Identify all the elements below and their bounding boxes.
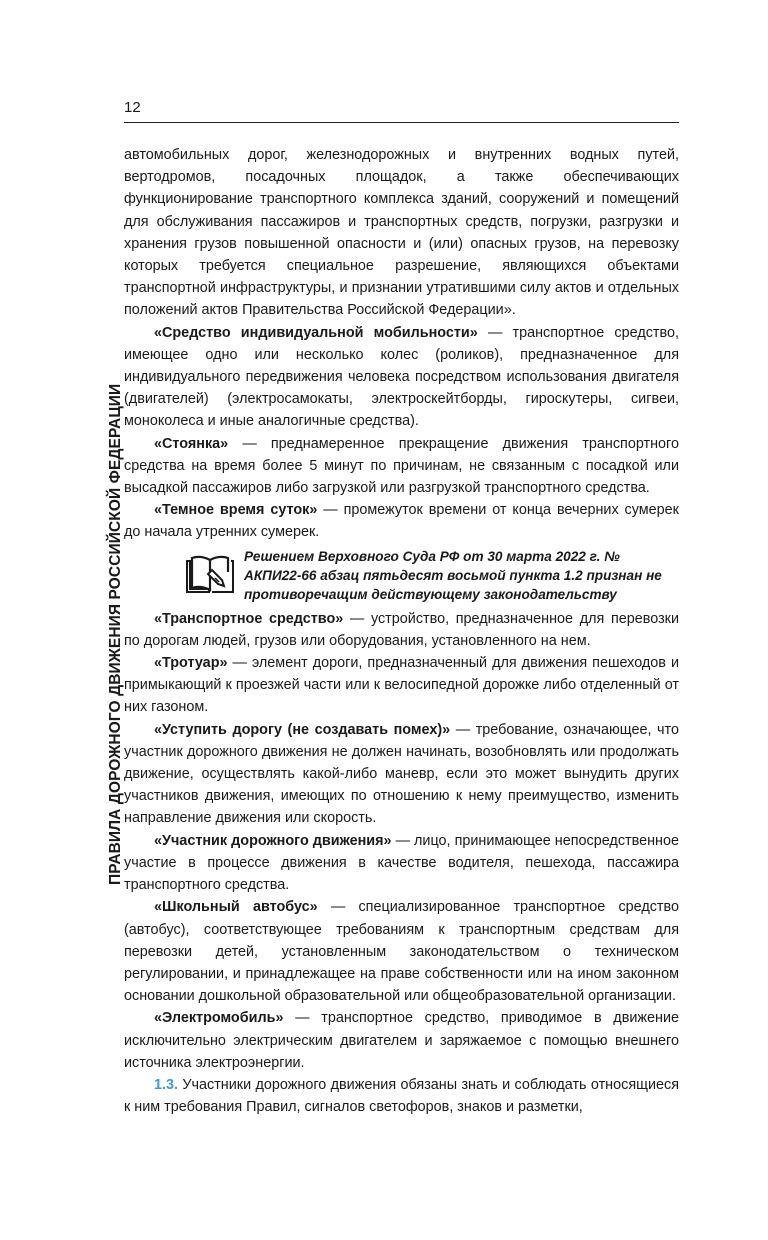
page-number: 12 [124,99,141,116]
definition-text: — специализированное транспортное средство (автобус), соответствующее требованиям к транспортным средствам для перевозки детей, установленным законодательством о техническом регулировании, и принадлежащее на праве собственности или на ином законном основании дошкольной образовательной или общеобразовательной организации. [124,899,679,1005]
definition-text: — устройство, предназначенное для перевозки по дорогам людей, грузов или оборудования, установленного на нем. [124,610,679,649]
definition-term: «Транспортное средство» [154,610,344,627]
note-text: Решением Верховного Суда РФ от 30 марта 2022 г. № АКПИ22-66 абзац пятьдесят восьмой пункта 1.2 признан не противоречащим действующему законодательству [244,548,662,602]
definition-term: «Электромобиль» [154,1010,284,1027]
definition-paragraph [124,608,679,652]
definition-paragraph [124,433,679,500]
intro-paragraph: автомобильных дорог, железнодорожных и внутренних водных путей, вертодромов, посадочных площадок, а также обеспечивающих функционирование транспортного комплекса зданий, сооружений и помещений для обслуживания пассажиров и транспортных средств, погрузки, разгрузки и хранения грузов повышенной опасности и (или) опасных грузов, на перевозку которых требуется специальное разрешение, являющихся объектами транспортной инфраструктуры, и признании утратившими силу актов и отдельных положений актов Правительства Российской Федерации». [124,147,679,319]
book-pencil-icon [184,552,238,598]
page-body [124,144,679,1118]
definition-term: «Школьный автобус» [154,899,318,916]
section-text: Участники дорожного движения обязаны знать и соблюдать относящиеся к ним требования Правил, сигналов светофоров, знаков и разметки, [124,1076,679,1116]
definition-paragraph [124,322,679,433]
definition-paragraph [124,830,679,897]
definition-term: «Тротуар» [154,655,228,672]
definition-paragraph [124,719,679,830]
header-rule [124,122,679,123]
definition-paragraph [124,1007,679,1074]
definition-text: — транспортное средство, приводимое в движение исключительно электрическим двигателем и заряжаемое с помощью внешнего источника электроэнергии. [124,1010,679,1071]
definition-text: — транспортное средство, имеющее одно или несколько колес (роликов), предназначенное для индивидуального передвижения человека посредством использования двигателя (двигателей) (электросамокаты, электроскейтборды, гироскутеры, сигвеи, моноколеса и иные аналогичные средства). [124,324,679,430]
definition-text: — элемент дороги, предназначенный для движения пешеходов и примыкающий к проезжей части или к велосипедной дорожке либо отделенный от них газоном. [124,655,679,716]
definition-term: «Участник дорожного движения» [154,832,392,849]
section-number: 1.3. [154,1076,179,1093]
court-decision-note [184,547,679,604]
definition-paragraph [124,499,679,543]
definition-text: — промежуток времени от конца вечерних сумерек до начала утренних сумерек. [124,502,679,541]
definition-text: — преднамеренное прекращение движения транспортного средства на время более 5 минут по причинам, не связанным с посадкой или высадкой пассажиров либо загрузкой или разгрузкой транспортного средства. [124,435,679,497]
definition-paragraph [124,652,679,719]
section-paragraph [124,1074,679,1118]
definition-text: — требование, означающее, что участник дорожного движения не должен начинать, возобновлять или продолжать движение, осуществлять какой-либо маневр, если это может вынудить других участников движения, имеющих по отношению к нему преимущество, изменить направление движения или скорость. [124,721,679,827]
definition-text: — лицо, принимающее непосредственное участие в процессе движения в качестве водителя, пешехода, пассажира транспортного средства. [124,832,679,894]
definition-term: «Темное время суток» [154,502,318,519]
definition-term: «Уступить дорогу (не создавать помех)» [154,721,451,738]
definition-term: «Стоянка» [154,435,229,452]
side-running-title: ПРАВИЛА ДОРОЖНОГО ДВИЖЕНИЯ РОССИЙСКОЙ ФЕДЕРАЦИИ [107,383,124,885]
definition-paragraph [124,896,679,1007]
definition-term: «Средство индивидуальной мобильности» [154,324,478,341]
